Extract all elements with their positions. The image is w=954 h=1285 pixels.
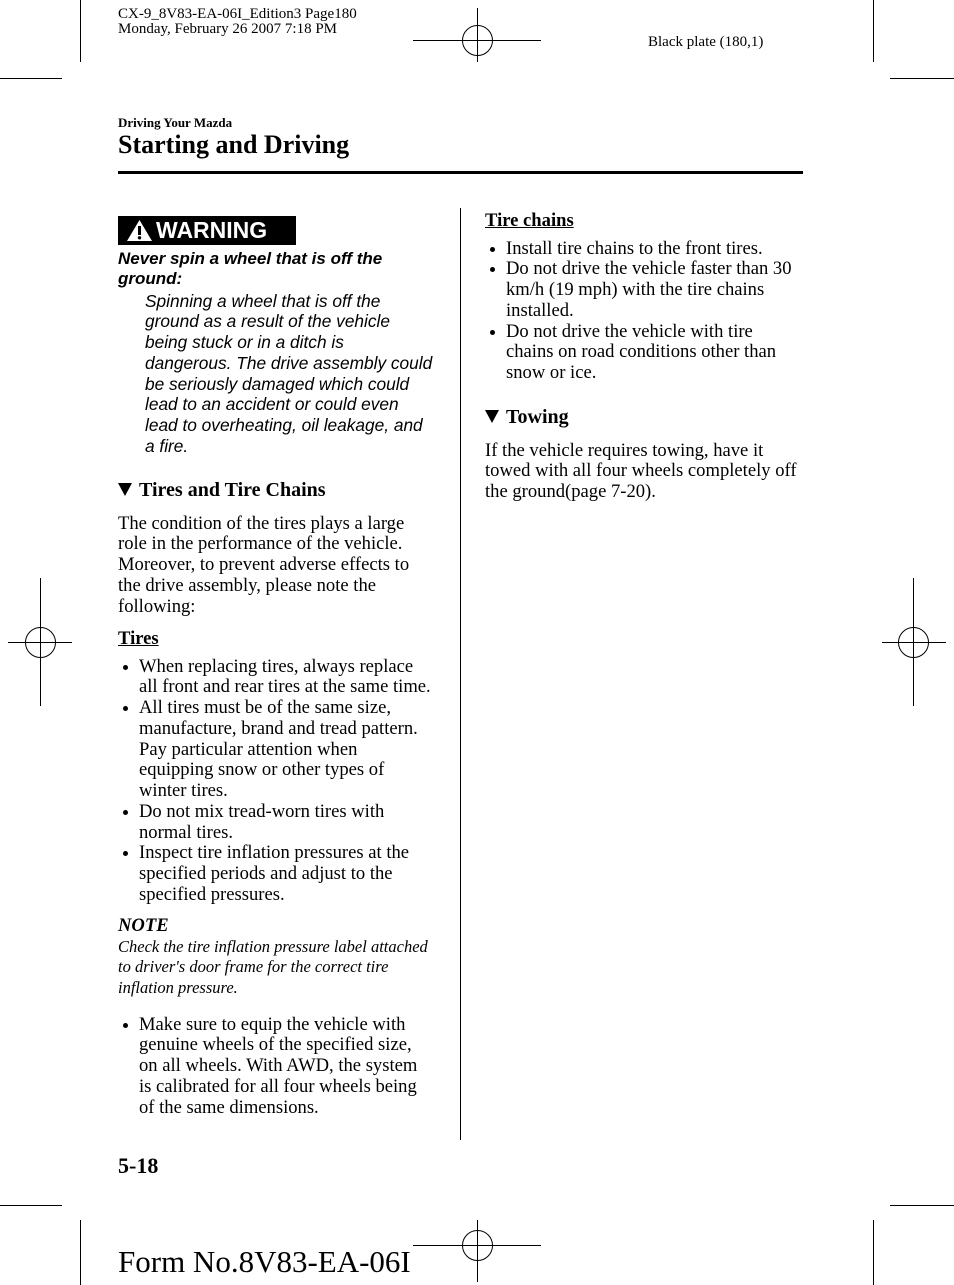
list-item	[139, 657, 431, 699]
form-number: Form No.8V83-EA-06I	[118, 1244, 411, 1279]
bullet-icon	[123, 810, 128, 815]
crop-mark-bottom-left	[0, 1206, 81, 1285]
bullet-icon	[490, 247, 495, 252]
list-item-text: All tires must be of the same size, manufacture, brand and tread pattern. Pay particular attention when equipping snow or other types of winter tires.	[139, 697, 418, 802]
page-number: 5-18	[118, 1152, 159, 1178]
down-triangle-icon	[485, 410, 499, 423]
list-item	[506, 322, 792, 384]
column-divider	[460, 208, 461, 1140]
print-date-line: Monday, February 26 2007 7:18 PM	[118, 21, 338, 37]
registration-mark-icon-right	[882, 578, 946, 706]
warning-body: Spinning a wheel that is off the ground as a result of the vehicle being stuck or in a ditch is dangerous. The drive assembly could be seriously damaged which could lead to an accident or could even lead to overheating, oil leakage, and a fire.	[145, 290, 433, 456]
tires-intro-paragraph: The condition of the tires plays a large role in the performance of the vehicle. Moreover, to prevent adverse effects to the drive assembly, please note the following:	[118, 512, 410, 617]
warning-badge	[118, 216, 296, 245]
tires-subheading: Tires	[118, 627, 159, 649]
list-item	[506, 239, 792, 260]
tire-chains-list	[506, 239, 792, 384]
list-item-text: When replacing tires, always replace all front and rear tires at the same time.	[139, 655, 431, 698]
registration-mark-icon-bottom	[413, 1220, 541, 1282]
list-item	[139, 698, 431, 802]
list-item	[506, 259, 792, 321]
list-item-text: Make sure to equip the vehicle with genuine wheels of the specified size, on all wheels. With AWD, the system is calibrated for all four wheels being of the same dimensions.	[139, 1013, 418, 1118]
warning-label: WARNING	[156, 217, 268, 243]
print-slug	[118, 7, 357, 37]
crop-mark-top-right	[874, 0, 954, 79]
print-job-line: CX-9_8V83-EA-06I_Edition3 Page180	[118, 6, 357, 22]
registration-mark-icon-left	[8, 578, 72, 706]
bullet-icon	[123, 665, 128, 670]
list-item	[139, 1015, 417, 1119]
list-item-text: Do not drive the vehicle with tire chains on road conditions other than snow or ice.	[506, 320, 777, 384]
towing-paragraph: If the vehicle requires towing, have it towed with all four wheels completely off the ground(page 7-20).	[485, 439, 797, 503]
tire-chains-subheading: Tire chains	[485, 209, 574, 231]
plate-label: Black plate (180,1)	[648, 34, 764, 50]
tires-section-heading-text: Tires and Tire Chains	[139, 479, 326, 501]
list-item-text: Do not mix tread-worn tires with normal tires.	[139, 800, 385, 843]
bullet-icon	[123, 1023, 128, 1028]
list-item	[139, 843, 431, 905]
tires-list	[139, 657, 431, 906]
towing-section-heading-text: Towing	[506, 406, 569, 428]
section-label: Driving Your Mazda	[118, 115, 233, 130]
warning-heading: Never spin a wheel that is off the ground:	[118, 248, 383, 289]
list-item-text: Do not drive the vehicle faster than 30 km/h (19 mph) with the tire chains installed.	[506, 258, 792, 321]
crop-mark-bottom-right	[874, 1206, 954, 1285]
page-title: Starting and Driving	[118, 130, 350, 159]
title-rule	[118, 171, 803, 174]
warning-triangle-icon	[126, 219, 153, 242]
registration-mark-icon-top	[413, 8, 541, 62]
list-item-text: Install tire chains to the front tires.	[506, 237, 763, 259]
after-note-list	[139, 1015, 417, 1119]
bullet-icon	[490, 330, 495, 335]
note-text: Check the tire inflation pressure label attached to driver's door frame for the correct tire inflation pressure.	[118, 936, 428, 997]
crop-mark-top-left	[0, 0, 81, 79]
tires-section-heading	[118, 479, 326, 501]
towing-section-heading	[485, 406, 569, 428]
down-triangle-icon	[118, 483, 132, 496]
list-item-text: Inspect tire inflation pressures at the specified periods and adjust to the specified pressures.	[139, 842, 410, 905]
list-item	[139, 802, 431, 844]
note-label: NOTE	[118, 914, 169, 936]
